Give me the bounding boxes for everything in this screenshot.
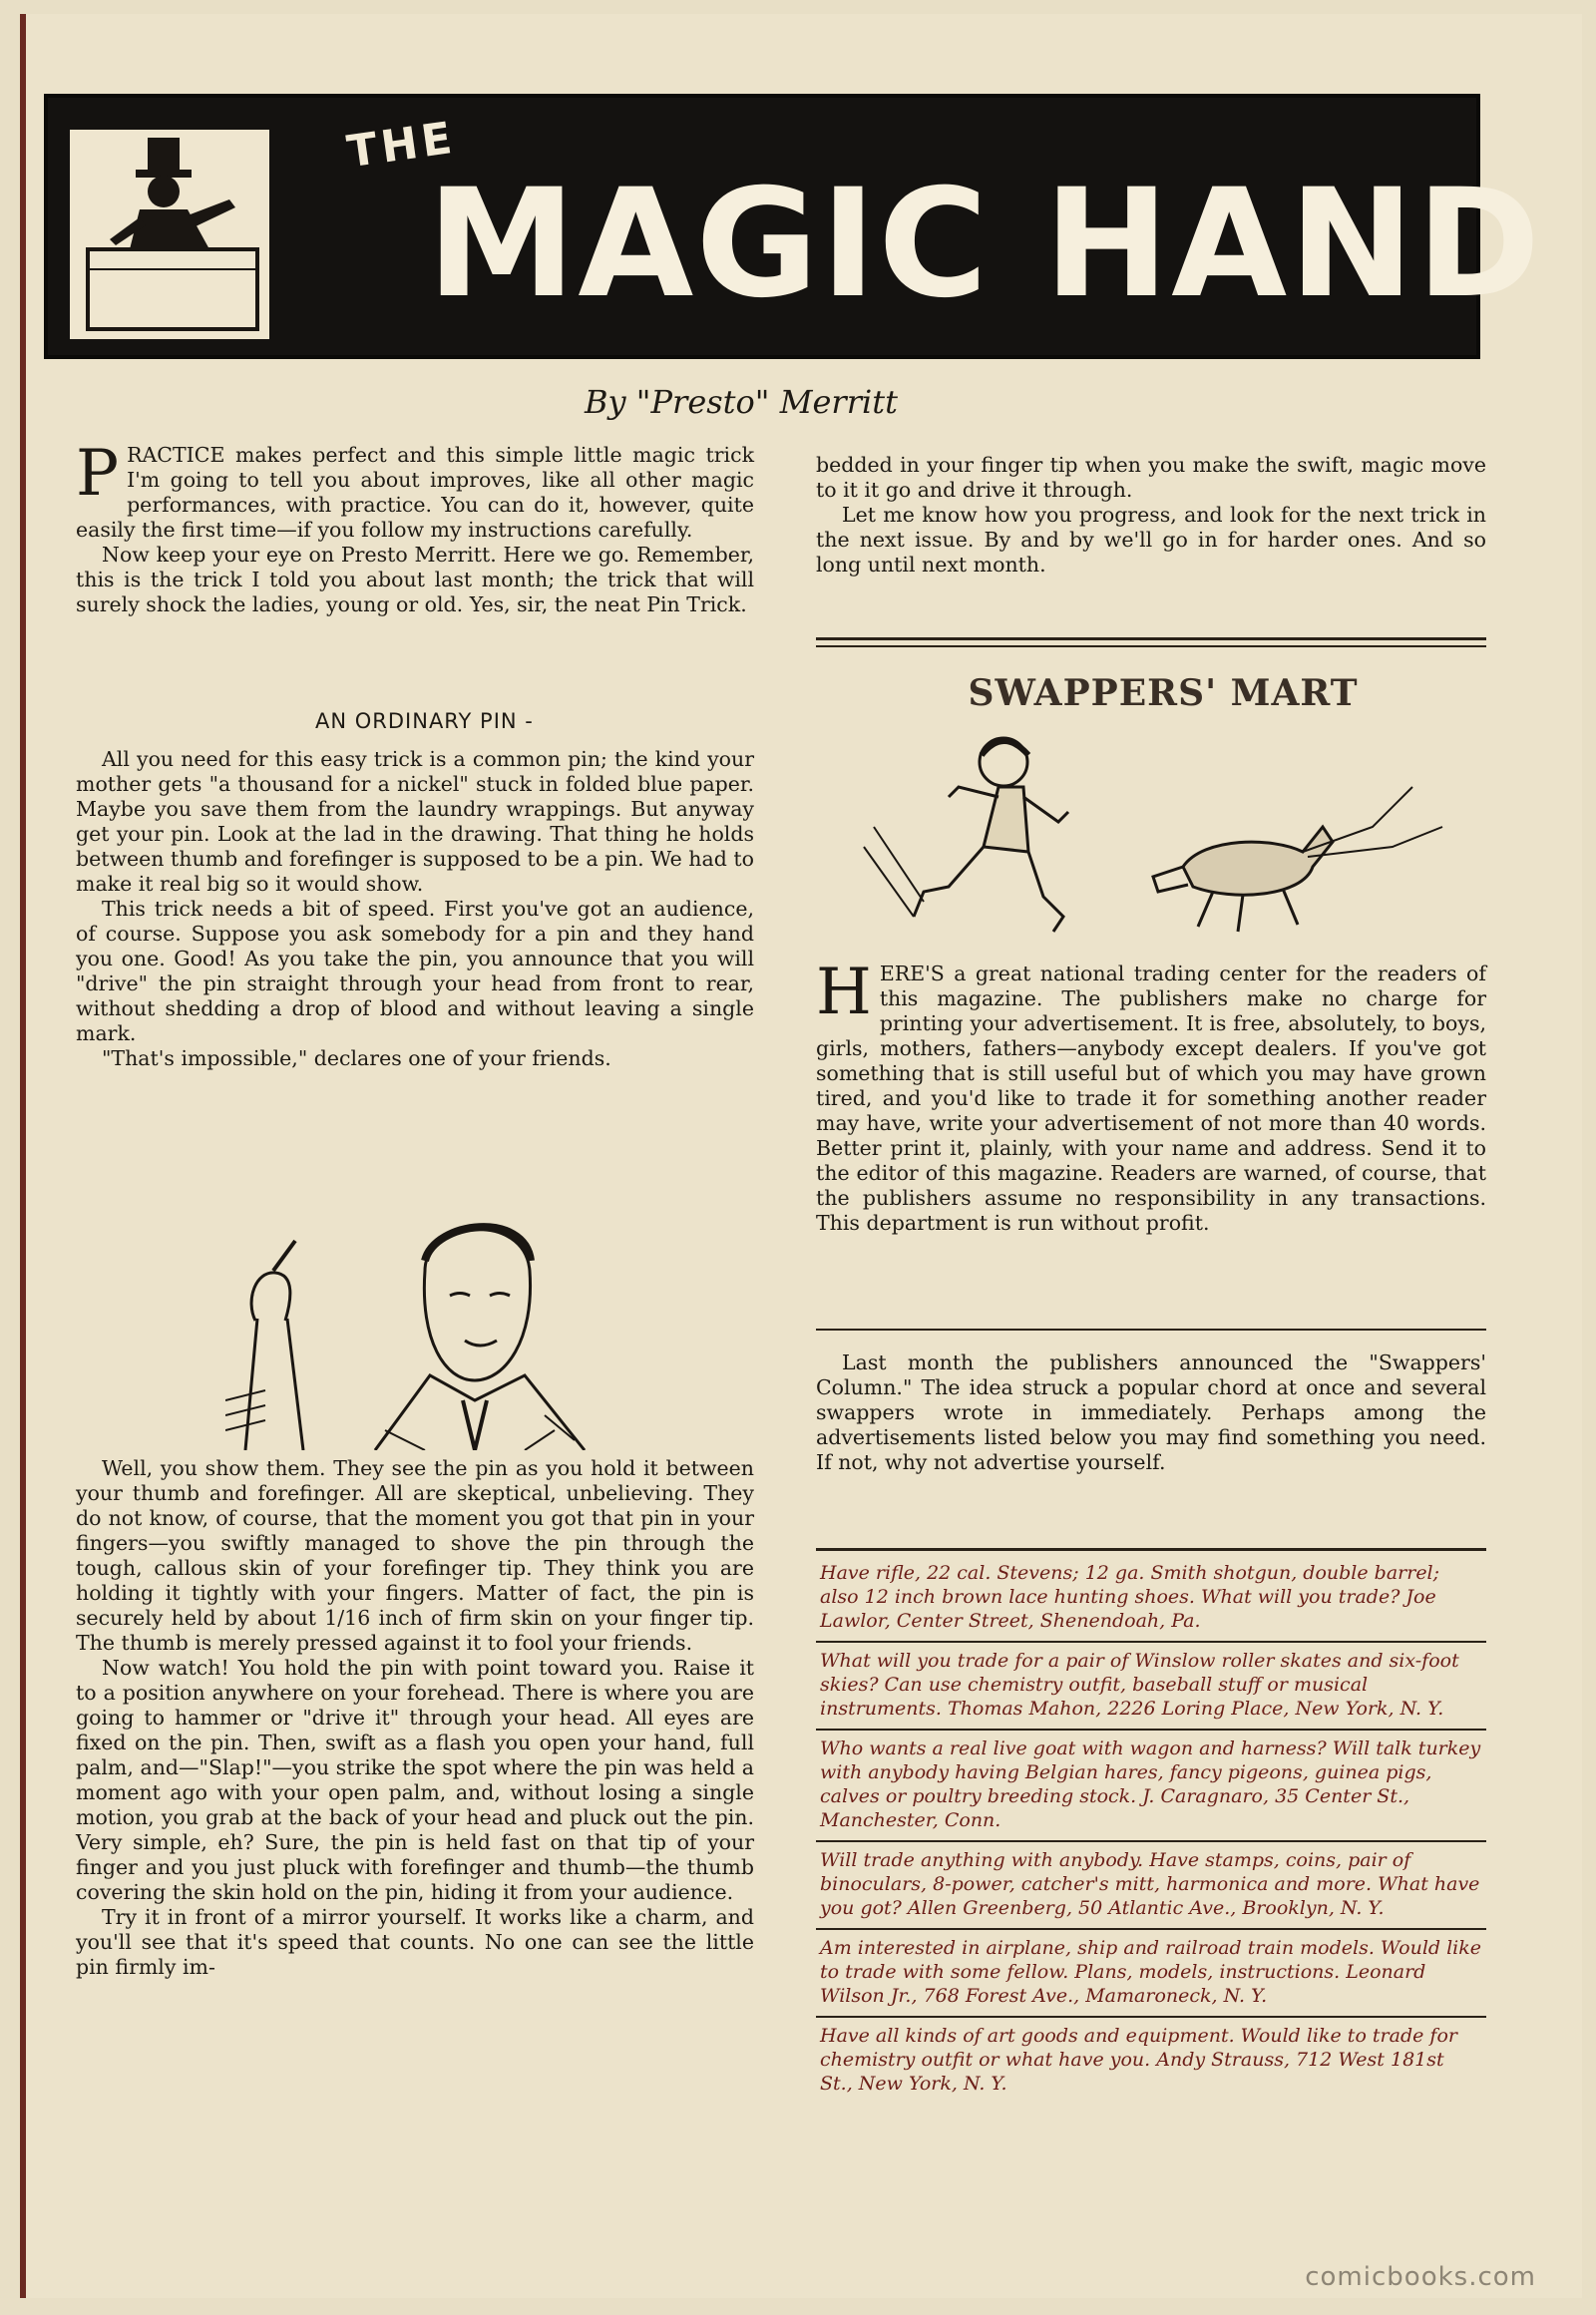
page-title: MAGIC HAND (427, 158, 1543, 331)
section-divider (816, 637, 1486, 640)
swappers-intro-paragraph: HERE'S a great national trading center for the readers of this magazine. The publishers make no charge for printing your advertisement. It is free, absolutely, to boys, girls, mothers, fathers—anybody except dealers. If you've got something that is still useful but of which you may have grown tired, and you'd like to trade it for something another reader may have, write your advertisement of not more than 40 words. Better print it, plainly, with your name and address. Send it to the editor of this magazine. Readers are warned, of course, that the publishers assume no responsibility in any transactions. This department is run without profit. (816, 956, 1486, 1235)
article-column-left-mid (76, 747, 754, 1071)
title-banner (44, 94, 1543, 359)
article-paragraph: Let me know how you progress, and look for the next trick in the next issue. By and by we'll go in for harder ones. And so long until next month. (816, 503, 1486, 577)
swappers-intro (816, 956, 1486, 1236)
announcement-paragraph: Last month the publishers announced the "Swappers' Column." The idea struck a popular chord at once and several swappers wrote in immediately. Perhaps among the advertisements listed below you may find something you need. If not, why not advertise yourself. (816, 1350, 1486, 1474)
classified-ad: What will you trade for a pair of Winslow roller skates and six-foot skies? Can use chemistry outfit, baseball stuff or musical instruments. Thomas Mahon, 2226 Loring Place, New York, N. Y. (816, 1643, 1486, 1731)
pin-trick-illustration (225, 1201, 664, 1450)
swappers-ad-list (816, 1555, 1486, 2104)
section-divider (816, 1548, 1486, 1551)
drop-cap: P (76, 437, 120, 511)
article-paragraph: Try it in front of a mirror yourself. It works like a charm, and you'll see that it's speed that counts. No one can see the little pin firmly im- (76, 1905, 754, 1979)
swappers-announcement (816, 1350, 1486, 1475)
running-boy-dog-icon (854, 727, 1452, 942)
article-column-left-bottom (76, 1456, 754, 1980)
man-with-pin-icon (225, 1201, 664, 1450)
section-subhead: AN ORDINARY PIN - (315, 709, 534, 733)
classified-ad: Will trade anything with anybody. Have stamps, coins, pair of binoculars, 8-power, catcher's mitt, harmonica and more. What have you got? Allen Greenberg, 50 Atlantic Ave., Brooklyn, N. Y. (816, 1842, 1486, 1930)
article-paragraph: PRACTICE makes perfect and this simple little magic trick I'm going to tell you about improves, like all other magic performances, with practice. You can do it, however, quite easily the first time—if you follow my instructions carefully. (76, 437, 754, 542)
classified-ad: Have rifle, 22 cal. Stevens; 12 ga. Smith shotgun, double barrel; also 12 inch brown lace hunting shoes. What will you trade? Joe Lawlor, Center Street, Shenendoah, Pa. (816, 1555, 1486, 1643)
classified-ad: Am interested in airplane, ship and railroad train models. Would like to trade with some fellow. Plans, models, instructions. Leonard Wilson Jr., 768 Forest Ave., Mamaroneck, N. Y. (816, 1930, 1486, 2018)
article-paragraph: "That's impossible," declares one of your friends. (102, 1046, 611, 1070)
swappers-title: SWAPPERS' MART (968, 672, 1359, 714)
title-the: THE (343, 112, 459, 179)
classified-ad: Who wants a real live goat with wagon and harness? Will talk turkey with anybody having Belgian hares, fancy pigeons, guinea pigs, calves or poultry breeding stock. J. Caragnaro, 35 Center St., Manchester, Conn. (816, 1731, 1486, 1842)
article-paragraph: Well, you show them. They see the pin as you hold it between your thumb and forefinger. All are skeptical, unbelieving. They do not know, of course, that the moment you got that pin in your fingers—you swiftly managed to shove the pin through the tough, callous skin of your forefinger tip. They think you are holding it tightly with your fingers. Matter of fact, the pin is securely held by about 1/16 inch of firm skin on your finger tip. The thumb is merely pressed against it to fool your friends. (76, 1456, 754, 1655)
classified-ad: Have all kinds of art goods and equipment. Would like to trade for chemistry outfit or what have you. Andy Strauss, 712 West 181st St., New York, N. Y. (820, 2025, 1457, 2095)
magician-illustration (70, 130, 269, 339)
article-paragraph: This trick needs a bit of speed. First you've got an audience, of course. Suppose you ask somebody for a pin and they hand you one. Good! As you take the pin, you announce that you will "drive" the pin straight through your head from front to rear, without shedding a drop of blood and without leaving a single mark. (76, 897, 754, 1045)
article-paragraph: All you need for this easy trick is a common pin; the kind your mother gets "a thousand for a nickel" stuck in folded blue paper. Maybe you save them from the laundry wrappings. But anyway get your pin. Look at the lad in the drawing. That thing he holds between thumb and forefinger is supposed to be a pin. We had to make it real big so it would show. (76, 747, 754, 896)
site-watermark: comicbooks.com (1305, 2262, 1536, 2292)
magician-icon (70, 130, 269, 339)
article-paragraph: Now keep your eye on Presto Merritt. Here we go. Remember, this is the trick I told you about last month; the trick that will surely shock the ladies, young or old. Yes, sir, the neat Pin Trick. (76, 543, 754, 616)
magazine-page (20, 14, 1582, 2298)
section-divider (816, 1329, 1486, 1331)
article-column-right-top (816, 453, 1486, 578)
byline: By "Presto" Merritt (585, 383, 898, 421)
article-paragraph: Now watch! You hold the pin with point toward you. Raise it to a position anywhere on your forehead. There is where you are going to hammer or "drive it" through your head. All eyes are fixed on the pin. Then, swift as a flash you open your hand, full palm, and—"Slap!"—you strike the spot where the pin was held a moment ago with your open palm, and, without losing a single motion, you grab at the back of your head and pluck out the pin. Very simple, eh? Sure, the pin is held fast on that tip of your finger and you just pluck with forefinger and thumb—the thumb covering the skin hold on the pin, hiding it from your audience. (76, 1656, 754, 1904)
boy-and-dog-illustration (854, 727, 1452, 942)
section-divider (816, 645, 1486, 647)
drop-cap: H (816, 956, 872, 1029)
article-column-left-top (76, 437, 754, 617)
article-paragraph: bedded in your finger tip when you make the swift, magic move to it it go and drive it through. (816, 453, 1486, 502)
